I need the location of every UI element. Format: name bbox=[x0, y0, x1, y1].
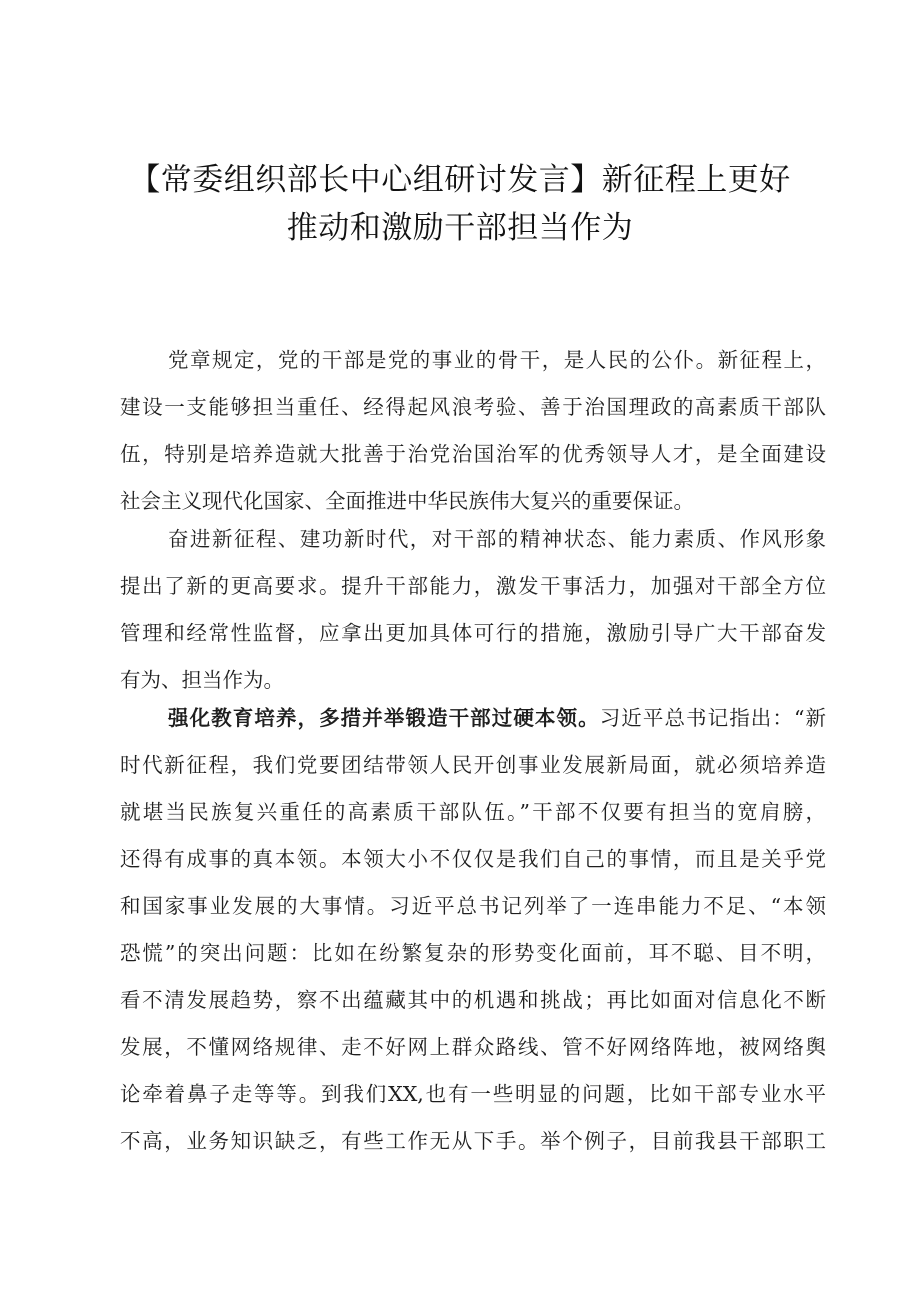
paragraph-first-line bbox=[168, 703, 826, 733]
paragraph-line: 时代新征程，我们党要团结带领人民开创事业发展新局面，就必须培养造 bbox=[120, 753, 826, 777]
paragraph-first-line-rest: 习近平总书记指出：“新 bbox=[599, 706, 827, 730]
paragraph-line: 建设一支能够担当重任、经得起风浪考验、善于治国理政的高素质干部队 bbox=[120, 395, 826, 419]
paragraph-line: 不高，业务知识缺乏，有些工作无从下手。举个例子，目前我县干部职工 bbox=[120, 1129, 826, 1153]
paragraph-line: 党章规定，党的干部是党的事业的骨干，是人民的公仆。新征程上， bbox=[168, 348, 826, 372]
paragraph-line: 社会主义现代化国家、全面推进中华民族伟大复兴的重要保证。 bbox=[120, 489, 694, 513]
paragraph-line: 还得有成事的真本领。本领大小不仅仅是我们自己的事情，而且是关乎党 bbox=[120, 847, 826, 871]
paragraph-line: 发展，不懂网络规律、走不好网上群众路线、管不好网络阵地，被网络舆 bbox=[120, 1035, 826, 1059]
paragraph-line: 和国家事业发展的大事情。习近平总书记列举了一连串能力不足、“本领 bbox=[120, 894, 826, 918]
paragraph-line: 管理和经常性监督，应拿出更加具体可行的措施，激励引导广大干部奋发 bbox=[120, 621, 826, 645]
paragraph-line: 恐慌”的突出问题：比如在纷繁复杂的形势变化面前，耳不聪、目不明， bbox=[120, 941, 826, 965]
paragraph-line: 奋进新征程、建功新时代，对干部的精神状态、能力素质、作风形象 bbox=[168, 527, 826, 551]
paragraph-line: 看不清发展趋势，察不出蕴藏其中的机遇和挑战；再比如面对信息化不断 bbox=[120, 988, 826, 1012]
document-title-line-1: 【常委组织部长中心组研讨发言】新征程上更好 bbox=[129, 162, 791, 198]
paragraph-line: 就堪当民族复兴重任的高素质干部队伍。”干部不仅要有担当的宽肩膀， bbox=[120, 800, 826, 824]
paragraph-lead-heading: 强化教育培养，多措并举锻造干部过硬本领。 bbox=[168, 706, 600, 730]
document-title-line-2: 推动和激励干部担当作为 bbox=[286, 210, 634, 246]
paragraph-line: 伍，特别是培养造就大批善于治党治国治军的优秀领导人才，是全面建设 bbox=[120, 442, 826, 466]
paragraph-line: 有为、担当作为。 bbox=[120, 668, 284, 692]
paragraph-line: 论牵着鼻子走等等。到我们XX,也有一些明显的问题，比如干部专业水平 bbox=[120, 1082, 826, 1106]
paragraph-line: 提出了新的更高要求。提升干部能力，激发干事活力，加强对干部全方位 bbox=[120, 574, 826, 598]
